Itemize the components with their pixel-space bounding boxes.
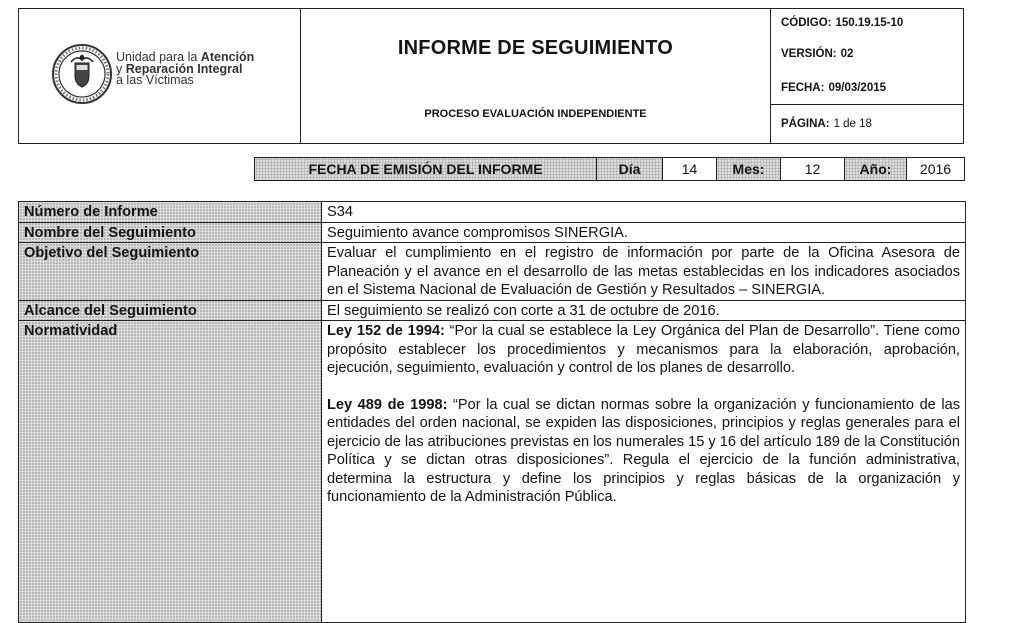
meta-codigo (771, 9, 963, 37)
normatividad-value (322, 321, 966, 623)
numero-value: S34 (322, 202, 966, 223)
coat-of-arms-seal-icon (51, 43, 113, 105)
law-paragraph-1 (327, 322, 960, 378)
emission-date-strip (254, 157, 965, 181)
codigo-value: 150.19.15-10 (835, 17, 904, 29)
table-row-normatividad (19, 321, 966, 623)
law-2-title: Ley 489 de 1998: (327, 396, 448, 413)
document-header (18, 8, 964, 144)
emission-label: FECHA DE EMISIÓN DEL INFORME (255, 158, 597, 180)
document-title: INFORME DE SEGUIMIENTO (397, 37, 674, 59)
law-1-text: “Por la cual se establece la Ley Orgánica del Plan de Desarrollo”. Tiene como propósito establecer los procedimientos y mecanismos para la elaboración, aprobación, ejecución, seguimiento, evaluación y control de los planes de desarrollo. (327, 323, 960, 376)
logo-line2-bold: Reparación Integral (125, 61, 243, 76)
emission-month-label: Mes: (717, 158, 781, 180)
process-name: PROCESO EVALUACIÓN INDEPENDIENTE (424, 108, 647, 120)
emission-year-label: Año: (845, 158, 907, 180)
table-row-nombre (19, 222, 966, 243)
fecha-label: FECHA: (781, 81, 825, 94)
version-label: VERSIÓN: (781, 48, 837, 60)
logo-line1-prefix: Unidad para la (116, 50, 198, 64)
version-value: 02 (840, 48, 854, 60)
table-row-alcance (19, 300, 966, 321)
logo-line2-prefix: y (116, 61, 123, 76)
codigo-label: CÓDIGO: (781, 17, 832, 29)
emission-day-value: 14 (663, 158, 717, 180)
normatividad-label: Normatividad (19, 321, 322, 623)
logo-cell (19, 9, 301, 143)
emission-month-value: 12 (781, 158, 845, 180)
emission-year-value: 2016 (919, 161, 952, 177)
logo-line3: a las Víctimas (116, 73, 194, 87)
law-paragraph-2 (327, 396, 960, 507)
alcance-value: El seguimiento se realizó con corte a 31 de octubre de 2016. (322, 300, 966, 321)
pagina-label: PÁGINA: (781, 118, 830, 130)
table-row-numero (19, 202, 966, 223)
logo-text (116, 52, 254, 87)
objetivo-label: Objetivo del Seguimiento (19, 243, 322, 301)
document-meta (771, 9, 963, 143)
law-1-title: Ley 152 de 1994: (327, 323, 445, 339)
meta-fecha (771, 71, 963, 105)
numero-label: Número de Informe (19, 202, 322, 223)
meta-pagina (771, 105, 963, 143)
report-info-table (18, 201, 966, 623)
objetivo-value: Evaluar el cumplimiento en el registro de información por parte de la Oficina Asesora de Planeación y el avance en el desarrollo de las metas establecidas en los indicadores asociados en el Sistema Nacional de Evaluación de Gestión y Resultados – SINERGIA. (322, 243, 966, 301)
nombre-label: Nombre del Seguimiento (19, 222, 322, 243)
meta-version (771, 37, 963, 71)
title-cell (301, 9, 771, 143)
table-row-objetivo (19, 243, 966, 301)
law-2-text: “Por la cual se dictan normas sobre la organización y funcionamiento de las entidades del orden nacional, se expiden las disposiciones, principios y reglas generales para el ejercicio de las atribuciones previstas en los numerales 15 y 16 del artículo 189 de la Constitución Política y se dictan otras disposiciones”. Regula el ejercicio de la función administrativa, determina la estructura y define los principios y reglas básicas de la organización y funcionamiento de la Administración Pública. (327, 396, 960, 505)
emission-day-label: Día (597, 158, 663, 180)
logo-line1-bold: Atención (200, 50, 255, 64)
nombre-value: Seguimiento avance compromisos SINERGIA. (322, 222, 966, 243)
fecha-value: 09/03/2015 (828, 81, 887, 94)
alcance-label: Alcance del Seguimiento (19, 300, 322, 321)
pagina-value: 1 de 18 (833, 118, 872, 130)
